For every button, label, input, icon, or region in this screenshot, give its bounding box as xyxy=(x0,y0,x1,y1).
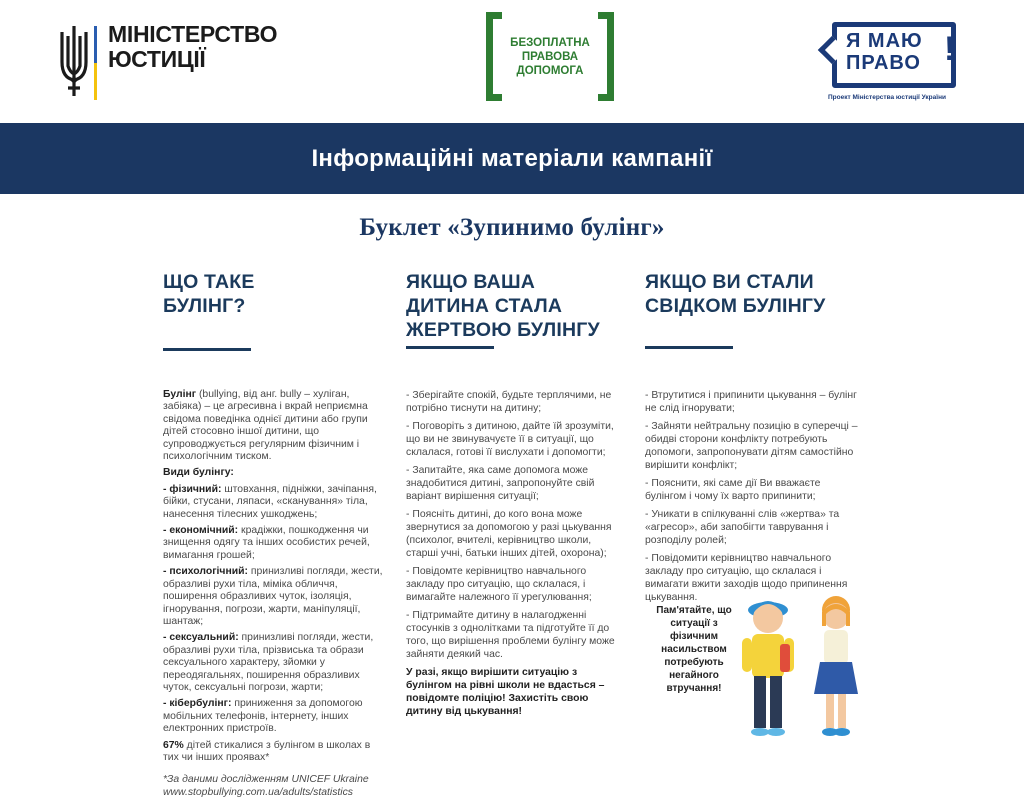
advice-item: - Поговоріть з дитиною, дайте їй зрозуміти, що ви не звинувачуєте її в ситуації, що склалася, готові її вислухати і допомогти; xyxy=(406,421,614,458)
witness-item: - Зайняти нейтральну позицію в суперечці – обидві сторони конфлікту потребують допомоги, запропонувати дітям самостійно вирішити конфлікт; xyxy=(645,421,858,471)
column-what-is-bullying xyxy=(163,270,385,351)
footnote-source: *За даними дослідженням UNICEF Ukraine xyxy=(163,774,369,786)
footnote-url: www.stopbullying.com.ua/adults/statistics xyxy=(163,786,353,798)
statistic: 67% дітей стикалися з булінгом в школах в тих чи інших проявах* xyxy=(163,739,371,763)
witness-item: - Пояснити, які саме дії Ви вважаєте булінгом і чому їх варто припинити; xyxy=(645,478,821,502)
advice-item: - Запитайте, яка саме допомога може знадобитися дитині, запропонуйте свій варіант вирішення ситуації; xyxy=(406,465,595,502)
advice-item: - Поясніть дитині, до кого вона може звернутися за допомогою у разі цькування (психолог, вчителі, керівництво школи, старші учні, батьки інших дітей, охорона); xyxy=(406,509,612,559)
type-item: - кібербулінг: приниження за допомогою мобільних телефонів, інтернету, інших електронних пристроїв. xyxy=(163,698,363,735)
violence-note: Пам'ятайте, що ситуації з фізичним насильством потребують негайного втручання! xyxy=(656,605,732,694)
type-item: - сексуальний: принизливі погляди, жести, образливі рухи тіла, прізвиська та образи сексуального характеру, зйомки у переодягальнях, поширення образливих чуток, сексуальні погрози, жарти; xyxy=(163,632,374,693)
footnote xyxy=(163,774,385,799)
campaign-line2: ПРАВО xyxy=(846,52,921,74)
type-item: - економічний: крадіжки, пошкодження чи знищення одягу та інших особистих речей, вимагання грошей; xyxy=(163,525,370,561)
trident-icon xyxy=(56,22,92,100)
legal-aid-line1: БЕЗОПЛАТНА xyxy=(510,37,590,49)
witness-item: - Втрутитися і припинити цькування – булінг не слід ігнорувати; xyxy=(645,390,857,414)
column3-body xyxy=(645,389,860,609)
ministry-logo xyxy=(56,22,277,100)
left-bracket xyxy=(486,12,502,101)
campaign-line1: Я МАЮ xyxy=(846,30,923,52)
column3-heading: ЯКЩО ВИ СТАЛИ СВІДКОМ БУЛІНГУ xyxy=(645,271,826,317)
column2-rule xyxy=(406,346,494,349)
column1-rule xyxy=(163,348,251,351)
campaign-logo xyxy=(818,16,968,106)
definition-text: (bullying, від анг. bully – хуліган, забіяка) – це агресивна і вкрай неприємна свідома поведінка однієї дитини або групи дітей стосовно іншої дитини, що супроводжується регулярним фізичним і психологічним тиском. xyxy=(163,389,368,463)
ukraine-flag-bar xyxy=(94,26,97,100)
right-bracket xyxy=(598,12,614,101)
title-banner xyxy=(0,123,1024,194)
column2-body xyxy=(406,389,620,723)
ministry-line1: МІНІСТЕРСТВО xyxy=(108,21,278,47)
type-item: - психологічний: принизливі погляди, жести, образливі рухи тіла, міміка обличчя, поширення образливих чуток, ізоляція, ігнорування, погрози, жарти, маніпуляції, шантаж; xyxy=(163,566,383,627)
legal-aid-logo xyxy=(486,12,614,101)
advice-item: - Підтримайте дитину в налагодженні стосунків з однолітками та підготуйте її до того, що вирішення проблеми булінгу може зайняти деякий час. xyxy=(406,610,615,660)
types-heading: Види булінгу: xyxy=(163,467,234,479)
legal-aid-line2: ПРАВОВА xyxy=(521,51,579,63)
column-if-witness xyxy=(645,270,860,349)
witness-item: - Повідомити керівництво навчального закладу про ситуацію, що склалася і вимагати вжити заходів щодо припинення цькування. xyxy=(645,553,848,603)
witness-item: - Уникати в спілкуванні слів «жертва» та «агресор», аби запобігти таврування і розподілу ролей; xyxy=(645,509,840,546)
column1-heading: ЩО ТАКЕ БУЛІНГ? xyxy=(163,271,255,317)
police-note: У разі, якщо вирішити ситуацію з булінгом на рівні школи не вдасться – повідомте поліцію! Захистіть свою дитину від цькування! xyxy=(406,667,605,717)
advice-item: - Повідомте керівництво навчального закладу про ситуацію, що склалася, і вимагайте належного її урегулювання; xyxy=(406,566,592,603)
campaign-exclamation: ! xyxy=(944,30,956,68)
column1-body xyxy=(163,389,385,799)
campaign-subtitle: Проект Міністерства юстиції України xyxy=(828,94,947,101)
definition-term: Булінг xyxy=(163,389,197,400)
definition-paragraph xyxy=(163,389,385,463)
booklet-subtitle: Буклет «Зупинимо булінг» xyxy=(359,214,665,241)
column3-rule xyxy=(645,346,733,349)
kids-illustration xyxy=(738,586,868,738)
ministry-line2: ЮСТИЦІЇ xyxy=(108,46,206,72)
advice-item: - Зберігайте спокій, будьте терплячими, не потрібно тиснути на дитину; xyxy=(406,390,612,414)
column-if-child-victim xyxy=(406,270,620,349)
type-item: - фізичний: штовхання, підніжки, зачіпання, бійки, стусани, ляпаси, «сканування» тіла, нанесення тілесних ушкоджень; xyxy=(163,483,377,520)
banner-title: Інформаційні матеріали кампанії xyxy=(311,144,713,172)
legal-aid-line3: ДОПОМОГА xyxy=(516,65,584,77)
column2-heading: ЯКЩО ВАША ДИТИНА СТАЛА ЖЕРТВОЮ БУЛІНГУ xyxy=(406,271,600,341)
